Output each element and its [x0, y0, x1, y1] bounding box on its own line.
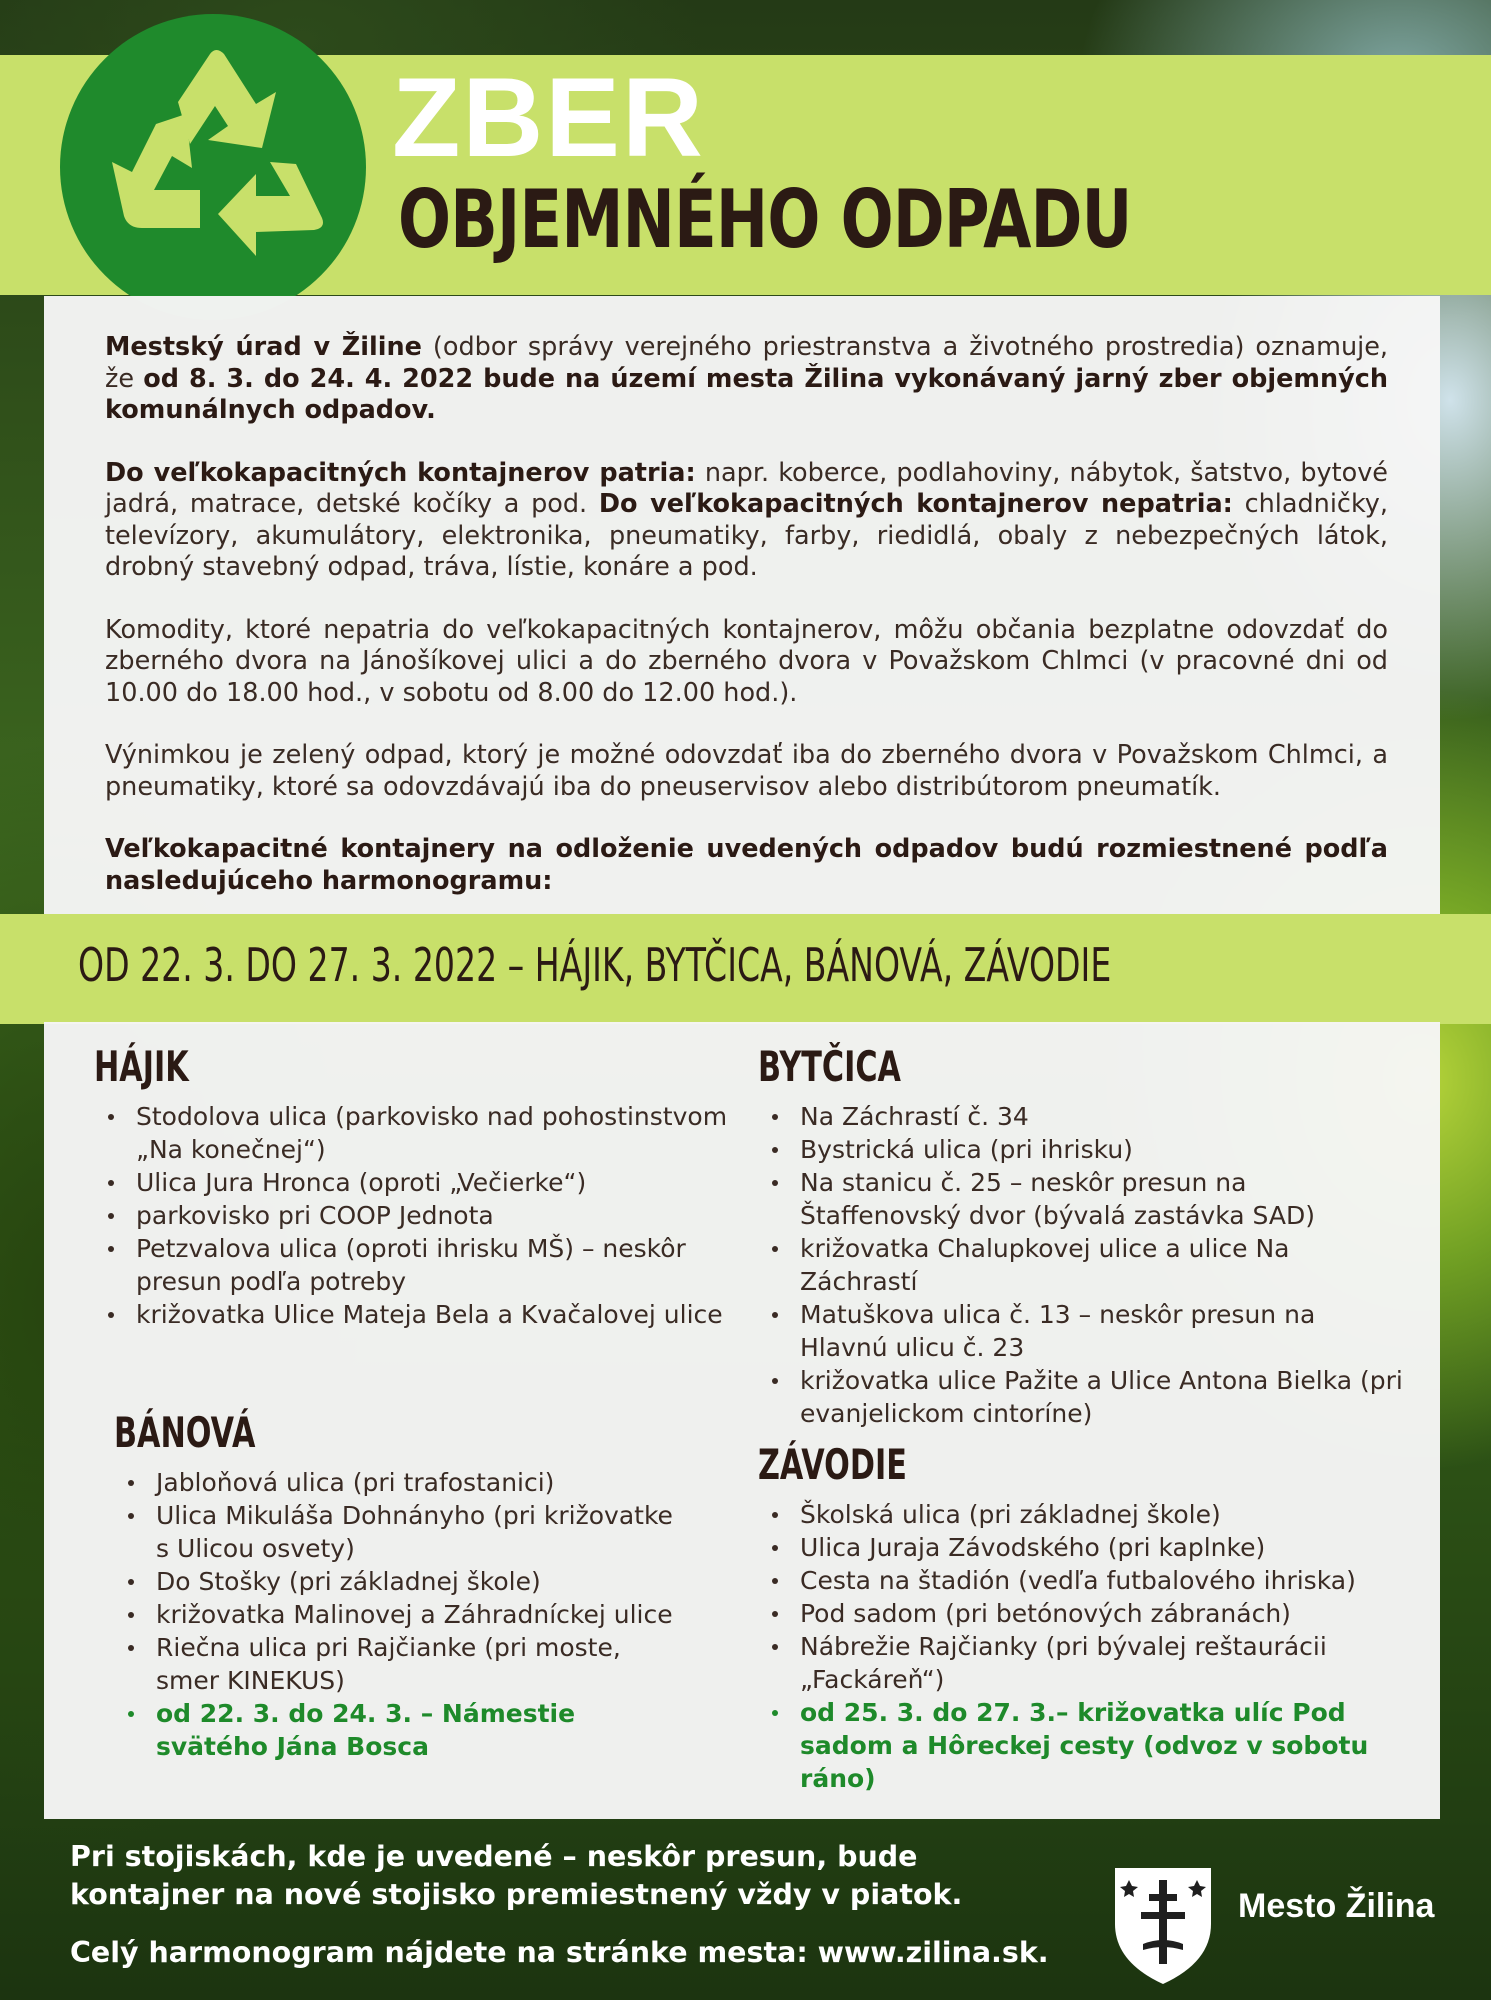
- list-item: Na stanicu č. 25 – neskôr presun na Štaffenovský dvor (bývalá zastávka SAD): [800, 1166, 1408, 1232]
- list-item: križovatka Ulice Mateja Bela a Kvačalovej ulice: [136, 1298, 734, 1331]
- list-item: Riečna ulica pri Rajčianke (pri moste, smer KINEKUS): [156, 1631, 674, 1697]
- list-item: Petzvalova ulica (oproti ihrisku MŠ) – neskôr presun podľa potreby: [136, 1232, 734, 1298]
- district-title: BÁNOVÁ: [114, 1408, 256, 1457]
- district-banova: [114, 1408, 674, 1763]
- list-item: parkovisko pri COOP Jednota: [136, 1199, 734, 1232]
- location-list: [758, 1498, 1408, 1795]
- allowed-list: napr. koberce, podlahoviny, nábytok, šatstvo, bytové jadrá, matrace, detské kočíky a pod.: [105, 457, 1388, 519]
- intro-text-span: (odbor správy verejného priestranstva a životného prostredia) oznamuje, že: [105, 332, 1389, 394]
- district-hajik: [94, 1042, 734, 1331]
- list-item: Stodolova ulica (parkovisko nad pohostinstvom „Na konečnej“): [136, 1100, 734, 1166]
- intro-paragraph-2: [105, 458, 1388, 584]
- highlight-item: od 25. 3. do 27. 3.– križovatka ulíc Pod sadom a Hôreckej cesty (odvoz v sobotu ráno): [800, 1696, 1408, 1795]
- district-title: BYTČICA: [758, 1042, 901, 1091]
- allowed-heading: Do veľkokapacitných kontajnerov patria:: [105, 457, 696, 488]
- list-item: Matuškova ulica č. 13 – neskôr presun na Hlavnú ulicu č. 23: [800, 1298, 1408, 1364]
- intro-paragraph-4: Výnimkou je zelený odpad, ktorý je možné odovzdať iba do zberného dvora v Považskom Chlmci, a pneumatiky, ktoré sa odovzdávajú iba do pneuservisov alebo distribútorom pneumatík.: [105, 740, 1388, 802]
- list-item: Ulica Juraja Závodského (pri kaplnke): [800, 1531, 1408, 1564]
- list-item: Jabloňová ulica (pri trafostanici): [156, 1466, 674, 1499]
- forbidden-list: chladničky, televízory, akumulátory, elektronika, pneumatiky, farby, riedidlá, obaly z nebezpečných látok, drobný stavebný odpad, tráva, lístie, konáre a pod.: [105, 489, 1389, 582]
- list-item: Nábrežie Rajčianky (pri bývalej reštaurácii „Fackáreň“): [800, 1630, 1408, 1696]
- schedule-lead: Veľkokapacitné kontajnery na odloženie uvedených odpadov budú rozmiestnené podľa nasledujúceho harmonogramu:: [105, 834, 1388, 896]
- district-zavodie: [758, 1440, 1408, 1795]
- district-bytcica: [758, 1042, 1408, 1430]
- list-item: Na Záchrastí č. 34: [800, 1100, 1408, 1133]
- list-item: križovatka Malinovej a Záhradníckej ulice: [156, 1600, 673, 1629]
- intro-dates: od 8. 3. do 24. 4. 2022 bude na území mesta Žilina vykonávaný jarný zber objemných komunálnych odpadov.: [105, 363, 1388, 425]
- footer-note: Pri stojiskách, kde je uvedené – neskôr presun, bude kontajner na nové stojisko premiestnený vždy v piatok.: [70, 1840, 963, 1911]
- zilina-crest-icon: [1113, 1866, 1213, 1986]
- location-list: [94, 1100, 734, 1331]
- forbidden-heading: Do veľkokapacitných kontajnerov nepatria:: [598, 489, 1233, 519]
- intro-text: [105, 332, 1388, 928]
- list-item: Ulica Mikuláša Dohnányho (pri križovatke s Ulicou osvety): [156, 1501, 673, 1563]
- page-subtitle: OBJEMNÉHO ODPADU: [398, 173, 1132, 266]
- intro-paragraph-3: Komodity, ktoré nepatria do veľkokapacitných kontajnerov, môžu občania bezplatne odovzdať do zberného dvora na Jánošíkovej ulici a do zberného dvora v Považskom Chlmci (v pracovné dni od 10.00 do 18.00 hod., v sobotu od 8.00 do 12.00 hod.).: [105, 614, 1388, 708]
- intro-office-name: Mestský úrad v Žiline: [105, 332, 422, 362]
- recycle-icon: [60, 14, 366, 320]
- intro-paragraph-5: [105, 834, 1388, 897]
- list-item: Do Stošky (pri základnej škole): [156, 1565, 674, 1598]
- list-item: križovatka Chalupkovej ulice a ulice Na Záchrastí: [800, 1232, 1408, 1298]
- list-item: Bystrická ulica (pri ihrisku): [800, 1133, 1408, 1166]
- list-item: križovatka ulice Pažite a Ulice Antona Bielka (pri evanjelickom cintoríne): [800, 1364, 1408, 1430]
- location-list: [758, 1100, 1408, 1430]
- district-title: ZÁVODIE: [758, 1440, 907, 1489]
- location-list: [114, 1466, 674, 1763]
- highlight-item: od 22. 3. do 24. 3. – Námestie svätého Jána Bosca: [156, 1697, 674, 1763]
- page-title: ZBER: [392, 55, 705, 180]
- list-item: Cesta na štadión (vedľa futbalového ihriska): [800, 1564, 1408, 1597]
- intro-paragraph-1: [105, 332, 1388, 427]
- list-item: Ulica Jura Hronca (oproti „Večierke“): [136, 1166, 734, 1199]
- list-item: Školská ulica (pri základnej škole): [800, 1498, 1408, 1531]
- footer-website: Celý harmonogram nájdete na stránke mesta: www.zilina.sk.: [70, 1936, 1049, 1969]
- list-item: Pod sadom (pri betónových zábranách): [800, 1597, 1408, 1630]
- schedule-date-range: OD 22. 3. DO 27. 3. 2022 – HÁJIK, BYTČICA, BÁNOVÁ, ZÁVODIE: [78, 938, 1112, 992]
- district-title: HÁJIK: [94, 1042, 189, 1091]
- city-name: Mesto Žilina: [1238, 1887, 1435, 1925]
- recycle-logo: [60, 14, 366, 320]
